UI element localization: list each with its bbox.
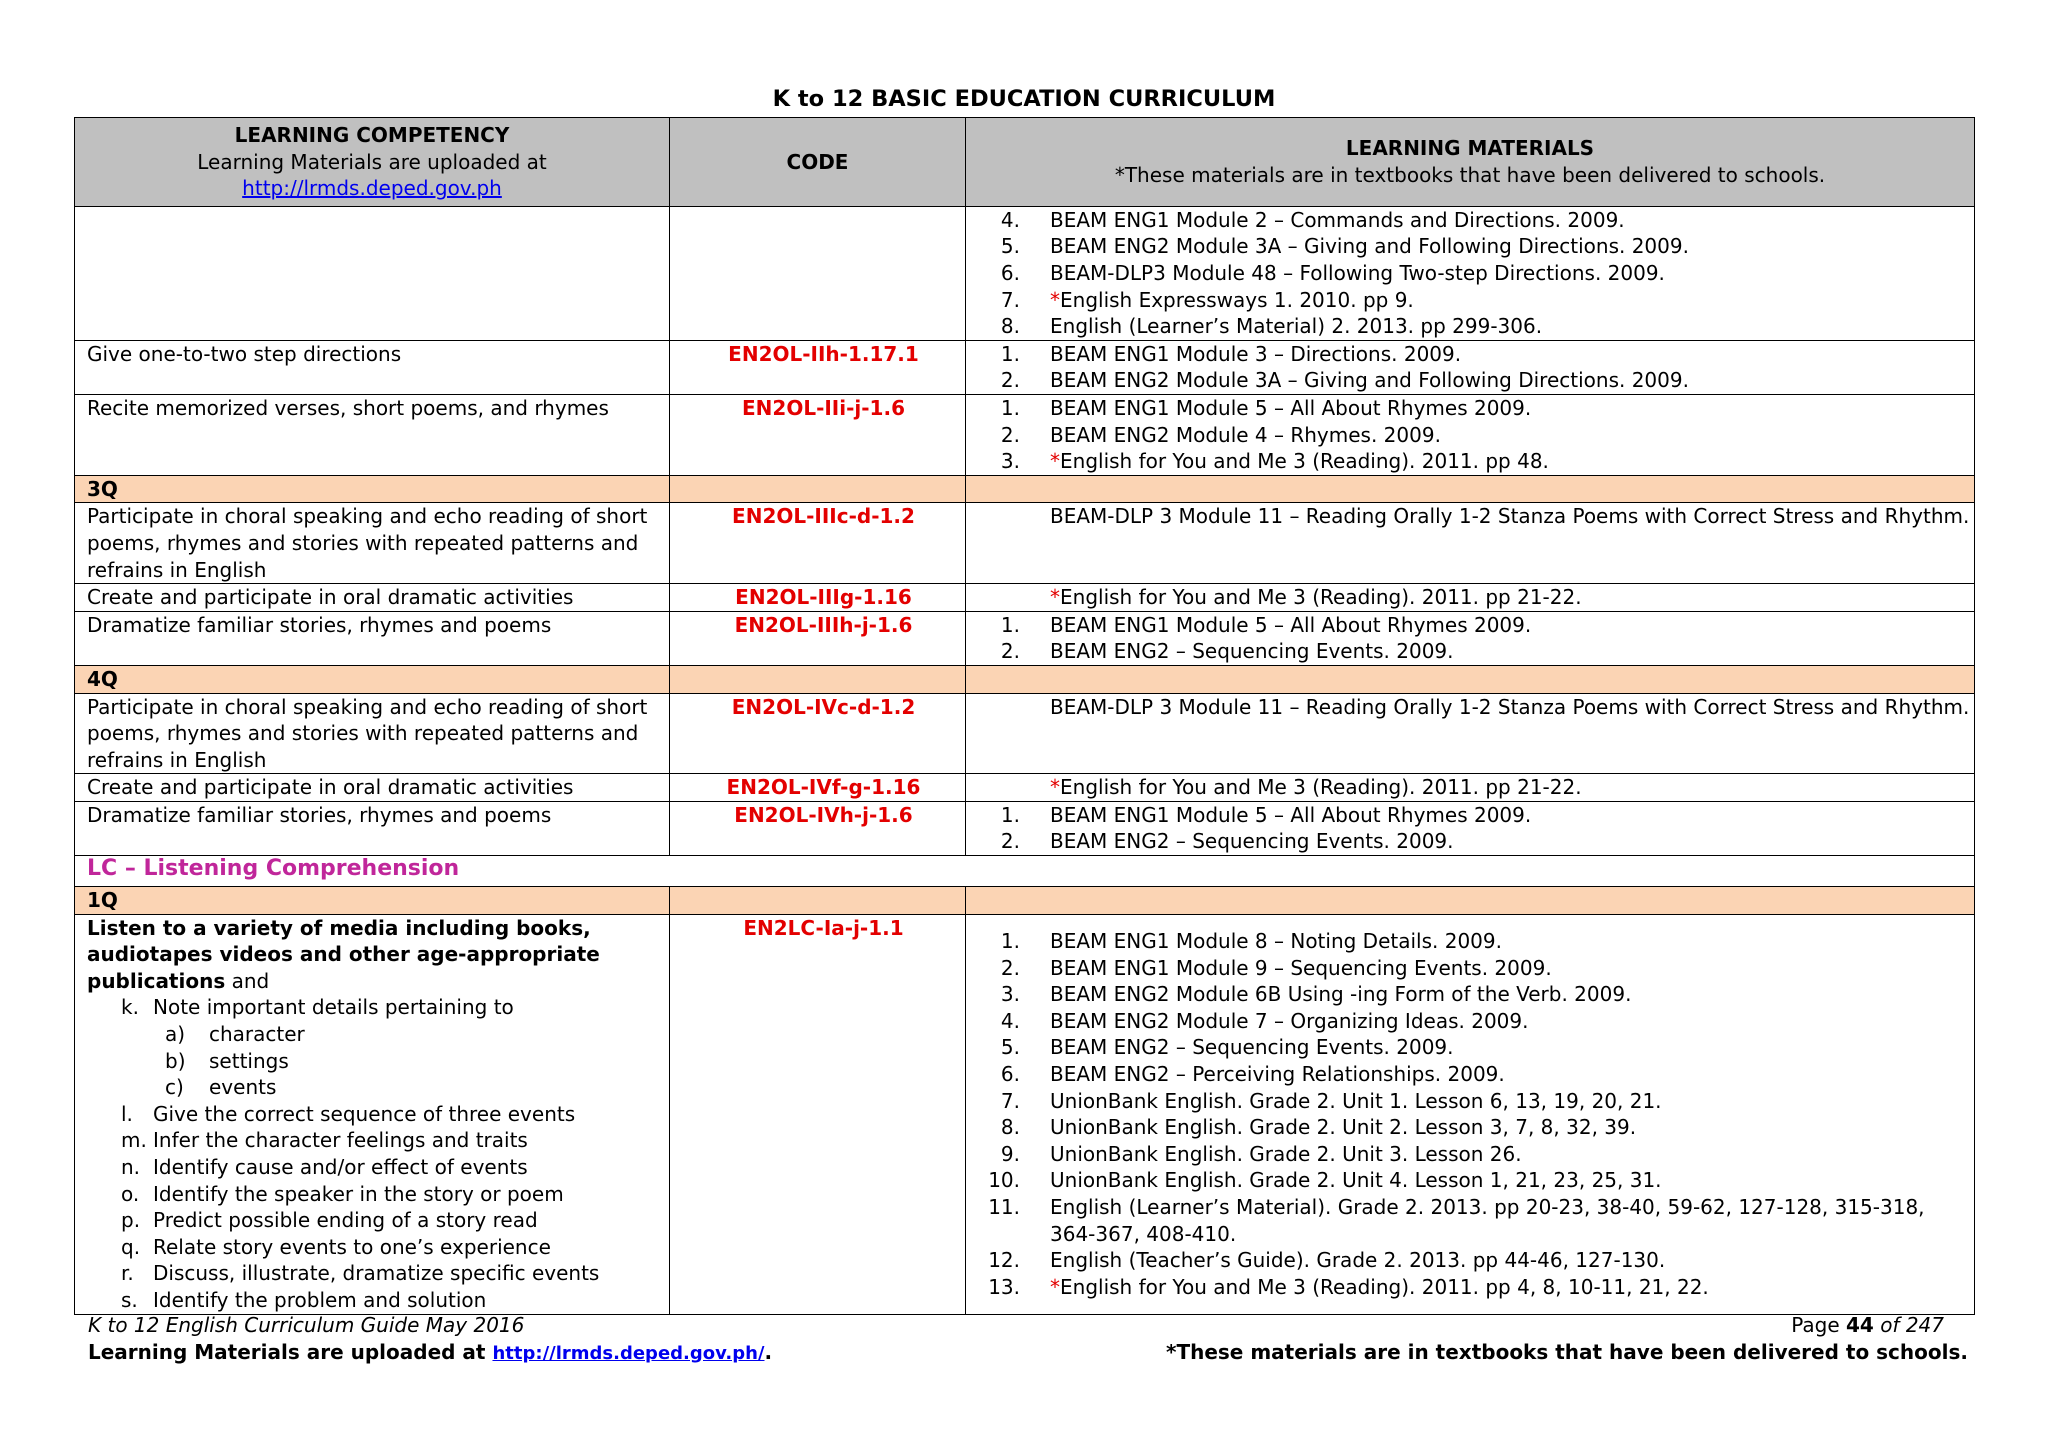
material-item bbox=[978, 638, 1974, 665]
table-row bbox=[75, 801, 1975, 855]
material-text: UnionBank English. Grade 2. Unit 3. Lesson 26. bbox=[1050, 1141, 1522, 1166]
material-item bbox=[978, 448, 1974, 475]
material-item bbox=[978, 1141, 1974, 1168]
material-text: BEAM ENG1 Module 5 – All About Rhymes 2009. bbox=[1050, 395, 1532, 420]
material-number: 2. bbox=[1000, 422, 1020, 447]
sub-text: Identify the problem and solution bbox=[153, 1287, 487, 1312]
sub-text: settings bbox=[209, 1048, 289, 1073]
code-cell: EN2OL-IIh-1.17.1 bbox=[670, 340, 966, 394]
textbook-asterisk: * bbox=[1050, 287, 1060, 312]
sub-text: Identify cause and/or effect of events bbox=[153, 1155, 528, 1179]
sub-letter: r. bbox=[121, 1261, 134, 1286]
material-text: BEAM ENG2 Module 3A – Giving and Following Directions. 2009. bbox=[1050, 234, 1689, 259]
material-text: BEAM ENG2 – Sequencing Events. 2009. bbox=[1050, 829, 1454, 854]
material-text: BEAM ENG2 Module 3A – Giving and Following Directions. 2009. bbox=[1050, 368, 1689, 393]
competency-cell: Participate in choral speaking and echo reading of short poems, rhymes and stories with repeated patterns and refrains in English bbox=[75, 503, 670, 584]
competency-tail-text: and bbox=[225, 968, 270, 993]
material-text: BEAM-DLP3 Module 48 – Following Two-step Directions. 2009. bbox=[1050, 260, 1665, 285]
table-row bbox=[75, 394, 1975, 475]
material-text: BEAM ENG1 Module 5 – All About Rhymes 2009. bbox=[1050, 802, 1532, 827]
material-text: BEAM ENG1 Module 9 – Sequencing Events. 2009. bbox=[1050, 955, 1552, 980]
sub-competency-item bbox=[121, 1127, 669, 1154]
material-item bbox=[978, 612, 1974, 639]
curriculum-guide-label: K to 12 English Curriculum Guide May 2016 bbox=[88, 1313, 525, 1337]
sub-letter: k. bbox=[121, 995, 139, 1020]
material-number: 12. bbox=[988, 1248, 1020, 1273]
material-number: 7. bbox=[1000, 287, 1020, 312]
sub-letter: q. bbox=[121, 1234, 141, 1259]
sub-competency-item bbox=[121, 1287, 669, 1314]
curriculum-table bbox=[74, 117, 1975, 1315]
material-item bbox=[978, 774, 1974, 801]
sub-competency-list bbox=[87, 1101, 669, 1314]
material-number: 1. bbox=[1000, 802, 1020, 827]
material-item bbox=[978, 260, 1974, 287]
sub-text: Discuss, illustrate, dramatize specific events bbox=[153, 1261, 600, 1286]
material-item bbox=[978, 981, 1974, 1008]
materials-list bbox=[978, 928, 1974, 1300]
page-current: 44 bbox=[1845, 1313, 1874, 1337]
materials-cell bbox=[966, 774, 1975, 802]
sub-text: Infer the character feelings and traits bbox=[153, 1128, 528, 1153]
section-heading-listening-comprehension: LC – Listening Comprehension bbox=[75, 856, 1975, 887]
materials-list bbox=[978, 341, 1974, 394]
sub-text: Identify the speaker in the story or poem bbox=[153, 1181, 564, 1206]
material-item bbox=[978, 287, 1974, 314]
material-item bbox=[978, 313, 1974, 340]
quarter-code-cell bbox=[670, 887, 966, 915]
sub-competency-item bbox=[121, 1154, 669, 1181]
materials-header-title: LEARNING MATERIALS bbox=[1345, 136, 1595, 161]
material-item bbox=[978, 1274, 1974, 1301]
competency-cell: Dramatize familiar stories, rhymes and poems bbox=[75, 801, 670, 855]
material-text: BEAM-DLP 3 Module 11 – Reading Orally 1-2 Stanza Poems with Correct Stress and Rhythm. bbox=[1050, 504, 1970, 529]
material-number: 8. bbox=[1000, 1115, 1020, 1140]
competency-cell: Participate in choral speaking and echo reading of short poems, rhymes and stories with repeated patterns and refrains in English bbox=[75, 693, 670, 774]
material-number: 6. bbox=[1000, 1061, 1020, 1086]
footer-right bbox=[1166, 1312, 1968, 1365]
quarter-materials-cell bbox=[966, 475, 1975, 503]
table-row bbox=[75, 914, 1975, 1314]
materials-header bbox=[966, 118, 1975, 207]
table-row bbox=[75, 693, 1975, 774]
material-item bbox=[978, 1247, 1974, 1274]
material-item bbox=[978, 395, 1974, 422]
material-item bbox=[978, 1061, 1974, 1088]
competency-cell: Recite memorized verses, short poems, and rhymes bbox=[75, 394, 670, 475]
sub-sub-list bbox=[87, 1021, 669, 1101]
code-cell: EN2OL-IVc-d-1.2 bbox=[670, 693, 966, 774]
competency-cell bbox=[75, 206, 670, 340]
code-cell: EN2OL-IVf-g-1.16 bbox=[670, 774, 966, 802]
sub-letter: p. bbox=[121, 1208, 141, 1233]
material-item bbox=[978, 955, 1974, 982]
competency-intro bbox=[87, 915, 669, 995]
code-cell bbox=[670, 206, 966, 340]
code-cell: EN2OL-IVh-j-1.6 bbox=[670, 801, 966, 855]
quarter-code-cell bbox=[670, 665, 966, 693]
competency-header-note: Learning Materials are uploaded at bbox=[197, 149, 547, 174]
sub-competency-item bbox=[121, 1260, 669, 1287]
competency-cell: Create and participate in oral dramatic activities bbox=[75, 774, 670, 802]
sub-text: Relate story events to one’s experience bbox=[153, 1234, 551, 1259]
sub-competency-item bbox=[121, 1207, 669, 1234]
material-number: 11. bbox=[988, 1194, 1020, 1219]
material-number: 8. bbox=[1000, 314, 1020, 339]
materials-list bbox=[978, 395, 1974, 475]
lrmds-link[interactable]: http://lrmds.deped.gov.ph bbox=[242, 176, 502, 201]
materials-cell bbox=[966, 503, 1975, 584]
material-text: BEAM ENG2 – Sequencing Events. 2009. bbox=[1050, 1035, 1454, 1060]
material-number: 5. bbox=[1000, 1035, 1020, 1060]
textbook-asterisk: * bbox=[1050, 585, 1060, 610]
material-text: English (Learner’s Material). Grade 2. 2013. pp 20-23, 38-40, 59-62, 127-128, 315-318, 364-367, 408-410. bbox=[1050, 1194, 1925, 1246]
material-text: English for You and Me 3 (Reading). 2011. pp 4, 8, 10-11, 21, 22. bbox=[1060, 1274, 1709, 1299]
material-text: English for You and Me 3 (Reading). 2011. pp 48. bbox=[1060, 449, 1549, 474]
sub-text: Predict possible ending of a story read bbox=[153, 1208, 538, 1233]
sub-sub-item bbox=[165, 1021, 669, 1048]
code-header-title: CODE bbox=[786, 149, 849, 174]
quarter-label: 4Q bbox=[75, 665, 670, 693]
material-item bbox=[978, 341, 1974, 368]
material-text: UnionBank English. Grade 2. Unit 2. Lesson 3, 7, 8, 32, 39. bbox=[1050, 1115, 1637, 1140]
materials-list bbox=[978, 802, 1974, 855]
sub-competency-item bbox=[121, 1181, 669, 1208]
material-number: 6. bbox=[1000, 260, 1020, 285]
material-item bbox=[978, 1008, 1974, 1035]
table-row bbox=[75, 774, 1975, 802]
material-number: 13. bbox=[988, 1274, 1020, 1299]
uploaded-text: Learning Materials are uploaded at bbox=[88, 1339, 486, 1364]
materials-cell bbox=[966, 206, 1975, 340]
sub-text: character bbox=[209, 1022, 305, 1047]
material-item bbox=[978, 422, 1974, 449]
competency-cell: Give one-to-two step directions bbox=[75, 340, 670, 394]
sub-competency-item bbox=[121, 1234, 669, 1261]
competency-cell: Dramatize familiar stories, rhymes and poems bbox=[75, 611, 670, 665]
material-number: 2. bbox=[1000, 955, 1020, 980]
uploaded-end: . bbox=[764, 1339, 773, 1364]
material-number: 1. bbox=[1000, 395, 1020, 420]
material-text: English for You and Me 3 (Reading). 2011. pp 21-22. bbox=[1060, 775, 1582, 800]
code-cell: EN2OL-IIi-j-1.6 bbox=[670, 394, 966, 475]
material-item bbox=[978, 802, 1974, 829]
material-item bbox=[978, 1167, 1974, 1194]
table-row bbox=[75, 503, 1975, 584]
sub-letter: m. bbox=[121, 1128, 147, 1153]
materials-list bbox=[978, 612, 1974, 665]
textbook-asterisk: * bbox=[1050, 1274, 1060, 1299]
page-number bbox=[1166, 1312, 1968, 1339]
competency-bold-text: Listen to a variety of media including books, audiotapes videos and other age-appropriate publications bbox=[87, 915, 600, 993]
materials-cell bbox=[966, 611, 1975, 665]
material-number: 1. bbox=[1000, 929, 1020, 953]
sub-letter: c) bbox=[165, 1075, 184, 1100]
quarter-label: 3Q bbox=[75, 475, 670, 503]
material-text: BEAM ENG1 Module 8 – Noting Details. 2009. bbox=[1050, 929, 1502, 953]
material-number: 3. bbox=[1000, 982, 1020, 1007]
quarter-row-3q bbox=[75, 475, 1975, 503]
material-text: English for You and Me 3 (Reading). 2011. pp 21-22. bbox=[1060, 585, 1582, 610]
material-text: BEAM ENG2 Module 6B Using -ing Form of the Verb. 2009. bbox=[1050, 982, 1632, 1007]
material-text: BEAM ENG1 Module 5 – All About Rhymes 2009. bbox=[1050, 612, 1532, 637]
footer-lrmds-link[interactable]: http://lrmds.deped.gov.ph/ bbox=[492, 1342, 765, 1364]
material-item bbox=[978, 1034, 1974, 1061]
document-title: K to 12 BASIC EDUCATION CURRICULUM bbox=[772, 86, 1276, 112]
material-text: UnionBank English. Grade 2. Unit 1. Lesson 6, 13, 19, 20, 21. bbox=[1050, 1088, 1662, 1113]
code-cell: EN2OL-IIIh-j-1.6 bbox=[670, 611, 966, 665]
sub-competency-item bbox=[121, 994, 669, 1021]
material-number: 9. bbox=[1000, 1141, 1020, 1166]
material-text: BEAM-DLP 3 Module 11 – Reading Orally 1-2 Stanza Poems with Correct Stress and Rhythm. bbox=[1050, 694, 1970, 719]
material-number: 7. bbox=[1000, 1088, 1020, 1113]
section-heading-row bbox=[75, 856, 1975, 887]
quarter-code-cell bbox=[670, 475, 966, 503]
material-number: 4. bbox=[1000, 1008, 1020, 1033]
sub-sub-item bbox=[165, 1048, 669, 1075]
quarter-materials-cell bbox=[966, 887, 1975, 915]
material-text: UnionBank English. Grade 2. Unit 4. Lesson 1, 21, 23, 25, 31. bbox=[1050, 1168, 1662, 1193]
footer-left bbox=[88, 1312, 772, 1367]
table-header-row bbox=[75, 118, 1975, 207]
sub-letter: a) bbox=[165, 1022, 186, 1047]
sub-competency-list bbox=[87, 994, 669, 1021]
materials-list bbox=[978, 207, 1974, 340]
material-text: BEAM ENG1 Module 2 – Commands and Directions. 2009. bbox=[1050, 207, 1625, 232]
material-text: BEAM ENG2 Module 7 – Organizing Ideas. 2009. bbox=[1050, 1008, 1529, 1033]
sub-letter: s. bbox=[121, 1287, 138, 1312]
material-text: BEAM ENG2 – Perceiving Relationships. 2009. bbox=[1050, 1061, 1505, 1086]
page-label: Page bbox=[1791, 1313, 1840, 1337]
code-cell: EN2OL-IIIc-d-1.2 bbox=[670, 503, 966, 584]
material-number: 2. bbox=[1000, 829, 1020, 854]
sub-letter: o. bbox=[121, 1181, 140, 1206]
material-number: 4. bbox=[1000, 207, 1020, 232]
material-number: 1. bbox=[1000, 612, 1020, 637]
material-text: English (Teacher’s Guide). Grade 2. 2013. pp 44-46, 127-130. bbox=[1050, 1248, 1666, 1273]
material-text: BEAM ENG2 – Sequencing Events. 2009. bbox=[1050, 639, 1454, 664]
competency-header bbox=[75, 118, 670, 207]
competency-cell bbox=[75, 914, 670, 1314]
materials-cell bbox=[966, 914, 1975, 1314]
uploaded-note bbox=[88, 1339, 772, 1368]
material-item bbox=[978, 584, 1974, 611]
table-row bbox=[75, 611, 1975, 665]
materials-cell bbox=[966, 340, 1975, 394]
material-number: 5. bbox=[1000, 234, 1020, 259]
quarter-row-4q bbox=[75, 665, 1975, 693]
code-cell: EN2OL-IIIg-1.16 bbox=[670, 584, 966, 612]
sub-text: Note important details pertaining to bbox=[153, 995, 514, 1020]
materials-cell bbox=[966, 801, 1975, 855]
code-cell: EN2LC-Ia-j-1.1 bbox=[670, 914, 966, 1314]
sub-letter: l. bbox=[121, 1101, 133, 1126]
sub-sub-item bbox=[165, 1074, 669, 1101]
table-row bbox=[75, 206, 1975, 340]
material-item bbox=[978, 1114, 1974, 1141]
quarter-row-1q bbox=[75, 887, 1975, 915]
material-item bbox=[978, 367, 1974, 394]
sub-letter: b) bbox=[165, 1048, 186, 1073]
quarter-label: 1Q bbox=[75, 887, 670, 915]
quarter-materials-cell bbox=[966, 665, 1975, 693]
material-item bbox=[978, 1088, 1974, 1115]
material-number: 3. bbox=[1000, 449, 1020, 474]
textbook-note: *These materials are in textbooks that have been delivered to schools. bbox=[1166, 1339, 1968, 1364]
material-number: 2. bbox=[1000, 639, 1020, 664]
material-item bbox=[978, 207, 1974, 234]
table-row bbox=[75, 340, 1975, 394]
materials-cell bbox=[966, 394, 1975, 475]
material-item bbox=[978, 828, 1974, 855]
textbook-asterisk: * bbox=[1050, 775, 1060, 800]
material-text: English Expressways 1. 2010. pp 9. bbox=[1060, 287, 1414, 312]
material-text: BEAM ENG1 Module 3 – Directions. 2009. bbox=[1050, 341, 1462, 366]
materials-header-note: *These materials are in textbooks that have been delivered to schools. bbox=[1114, 162, 1826, 187]
material-text: BEAM ENG2 Module 4 – Rhymes. 2009. bbox=[1050, 422, 1441, 447]
textbook-asterisk: * bbox=[1050, 449, 1060, 474]
materials-cell bbox=[966, 584, 1975, 612]
competency-cell: Create and participate in oral dramatic activities bbox=[75, 584, 670, 612]
material-item bbox=[978, 928, 1974, 955]
material-number: 1. bbox=[1000, 341, 1020, 366]
material-number: 10. bbox=[988, 1168, 1020, 1193]
page-total: of 247 bbox=[1880, 1313, 1944, 1337]
sub-text: events bbox=[209, 1075, 277, 1100]
sub-letter: n. bbox=[121, 1155, 141, 1179]
material-text: English (Learner’s Material) 2. 2013. pp 299-306. bbox=[1050, 314, 1543, 339]
material-number: 2. bbox=[1000, 368, 1020, 393]
sub-competency-item bbox=[121, 1101, 669, 1128]
table-row bbox=[75, 584, 1975, 612]
material-item bbox=[978, 1194, 1974, 1247]
materials-cell bbox=[966, 693, 1975, 774]
competency-header-title: LEARNING COMPETENCY bbox=[234, 123, 510, 147]
material-item bbox=[978, 233, 1974, 260]
sub-text: Give the correct sequence of three events bbox=[153, 1101, 576, 1126]
code-header bbox=[670, 118, 966, 207]
